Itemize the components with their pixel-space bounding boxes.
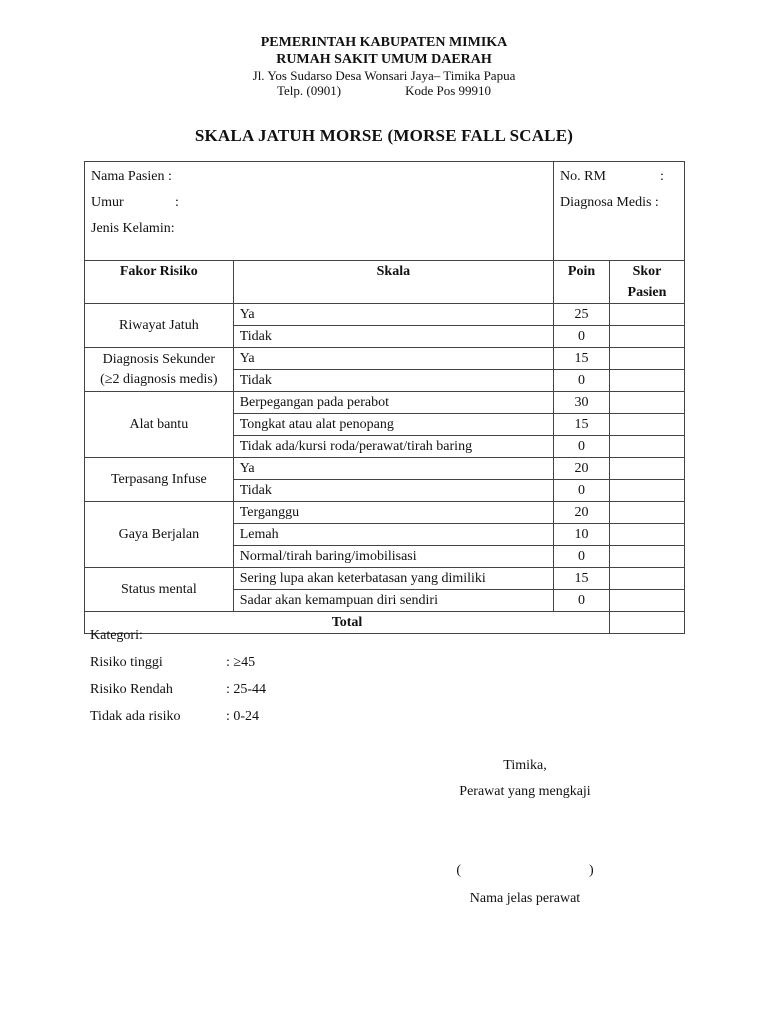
signature-role: Perawat yang mengkaji — [459, 784, 591, 799]
factor-secondary-diagnosis-line2: (≥2 diagnosis medis) — [100, 371, 218, 387]
postal-code: Kode Pos 99910 — [405, 83, 492, 98]
contact-line — [0, 83, 768, 98]
header-score-line1: Skor — [632, 264, 662, 279]
score-input-cell[interactable] — [610, 304, 685, 326]
scale-cell: Normal/tirah baring/imobilisasi — [233, 546, 553, 568]
patient-info-right — [554, 162, 685, 261]
table-row — [85, 348, 685, 370]
score-input-cell[interactable] — [610, 568, 685, 590]
points-cell: 15 — [554, 414, 610, 436]
phone-number: Telp. (0901) — [276, 83, 342, 98]
category-range: : ≥45 — [226, 655, 256, 670]
letterhead — [0, 34, 768, 98]
table-row — [85, 392, 685, 414]
signature-name-label: Nama jelas perawat — [469, 891, 581, 906]
points-cell: 0 — [554, 326, 610, 348]
category-label: Risiko tinggi — [90, 655, 163, 670]
category-label: Risiko Rendah — [90, 682, 173, 697]
score-input-cell[interactable] — [610, 546, 685, 568]
score-input-cell[interactable] — [610, 480, 685, 502]
score-input-cell[interactable] — [610, 370, 685, 392]
scale-cell: Tidak — [233, 370, 553, 392]
points-cell: 15 — [554, 348, 610, 370]
score-input-cell[interactable] — [610, 524, 685, 546]
table-row — [85, 502, 685, 524]
rm-label: No. RM — [560, 169, 606, 184]
scale-cell: Sering lupa akan keterbatasan yang dimiliki — [233, 568, 553, 590]
category-range: : 0-24 — [226, 709, 260, 724]
points-cell: 30 — [554, 392, 610, 414]
factor-mental-status: Status mental — [85, 568, 234, 612]
signature-name-box[interactable] — [420, 863, 630, 879]
category-label: Tidak ada risiko — [90, 709, 181, 724]
factor-gait: Gaya Berjalan — [85, 502, 234, 568]
table-header-row — [85, 261, 685, 304]
medical-record-field[interactable] — [560, 164, 678, 190]
government-name: PEMERINTAH KABUPATEN MIMIKA — [260, 35, 508, 50]
patient-age-field[interactable] — [91, 190, 547, 216]
total-label: Total — [85, 612, 610, 634]
scale-cell: Tongkat atau alat penopang — [233, 414, 553, 436]
points-cell: 0 — [554, 546, 610, 568]
points-cell: 15 — [554, 568, 610, 590]
total-score-cell[interactable] — [610, 612, 685, 634]
score-input-cell[interactable] — [610, 436, 685, 458]
age-label: Umur — [91, 195, 124, 210]
points-cell: 25 — [554, 304, 610, 326]
factor-secondary-diagnosis-line1: Diagnosis Sekunder — [102, 351, 216, 367]
diagnosis-field[interactable]: Diagnosa Medis : — [560, 195, 659, 210]
points-cell: 0 — [554, 370, 610, 392]
points-cell: 20 — [554, 502, 610, 524]
morse-fall-scale-table — [84, 161, 685, 634]
score-input-cell[interactable] — [610, 414, 685, 436]
signature-place: Timika, — [503, 758, 547, 773]
score-input-cell[interactable] — [610, 458, 685, 480]
factor-walking-aid: Alat bantu — [85, 392, 234, 458]
scale-cell: Ya — [233, 458, 553, 480]
factor-secondary-diagnosis — [85, 348, 234, 392]
factor-iv-access: Terpasang Infuse — [85, 458, 234, 502]
header-score — [610, 261, 685, 304]
table-row — [85, 568, 685, 590]
scale-cell: Tidak ada/kursi roda/perawat/tirah baring — [233, 436, 553, 458]
page-title: SKALA JATUH MORSE (MORSE FALL SCALE) — [194, 126, 574, 145]
factor-fall-history: Riwayat Jatuh — [85, 304, 234, 348]
header-scale: Skala — [233, 261, 553, 304]
hospital-name: RUMAH SAKIT UMUM DAERAH — [276, 52, 492, 67]
scale-cell: Tidak — [233, 326, 553, 348]
category-low-risk — [90, 676, 266, 703]
points-cell: 10 — [554, 524, 610, 546]
rm-colon: : — [660, 169, 664, 184]
score-input-cell[interactable] — [610, 590, 685, 612]
points-cell: 0 — [554, 590, 610, 612]
scale-cell: Berpegangan pada perabot — [233, 392, 553, 414]
points-cell: 0 — [554, 480, 610, 502]
category-high-risk — [90, 649, 266, 676]
scale-cell: Ya — [233, 304, 553, 326]
patient-info-row — [85, 162, 685, 261]
scale-cell: Tidak — [233, 480, 553, 502]
close-paren: ) — [589, 863, 594, 878]
hospital-address: Jl. Yos Sudarso Desa Wonsari Jaya– Timika Papua — [252, 68, 516, 83]
points-cell: 20 — [554, 458, 610, 480]
table-row — [85, 458, 685, 480]
category-title: Kategori: — [90, 628, 143, 643]
score-input-cell[interactable] — [610, 502, 685, 524]
score-input-cell[interactable] — [610, 326, 685, 348]
scale-cell: Ya — [233, 348, 553, 370]
open-paren: ( — [456, 863, 461, 878]
points-cell: 0 — [554, 436, 610, 458]
score-input-cell[interactable] — [610, 392, 685, 414]
header-score-line2: Pasien — [627, 285, 667, 300]
header-points: Poin — [554, 261, 610, 304]
patient-gender-field[interactable]: Jenis Kelamin: — [91, 221, 175, 236]
age-colon: : — [175, 195, 179, 210]
category-no-risk — [90, 703, 266, 730]
table-row — [85, 304, 685, 326]
header-factor: Fakor Risiko — [85, 261, 234, 304]
scale-cell: Terganggu — [233, 502, 553, 524]
patient-info-left — [85, 162, 554, 261]
score-input-cell[interactable] — [610, 348, 685, 370]
patient-name-field[interactable]: Nama Pasien : — [91, 169, 172, 184]
scale-cell: Sadar akan kemampuan diri sendiri — [233, 590, 553, 612]
category-range: : 25-44 — [226, 682, 267, 697]
scale-cell: Lemah — [233, 524, 553, 546]
risk-category-section — [90, 622, 266, 730]
